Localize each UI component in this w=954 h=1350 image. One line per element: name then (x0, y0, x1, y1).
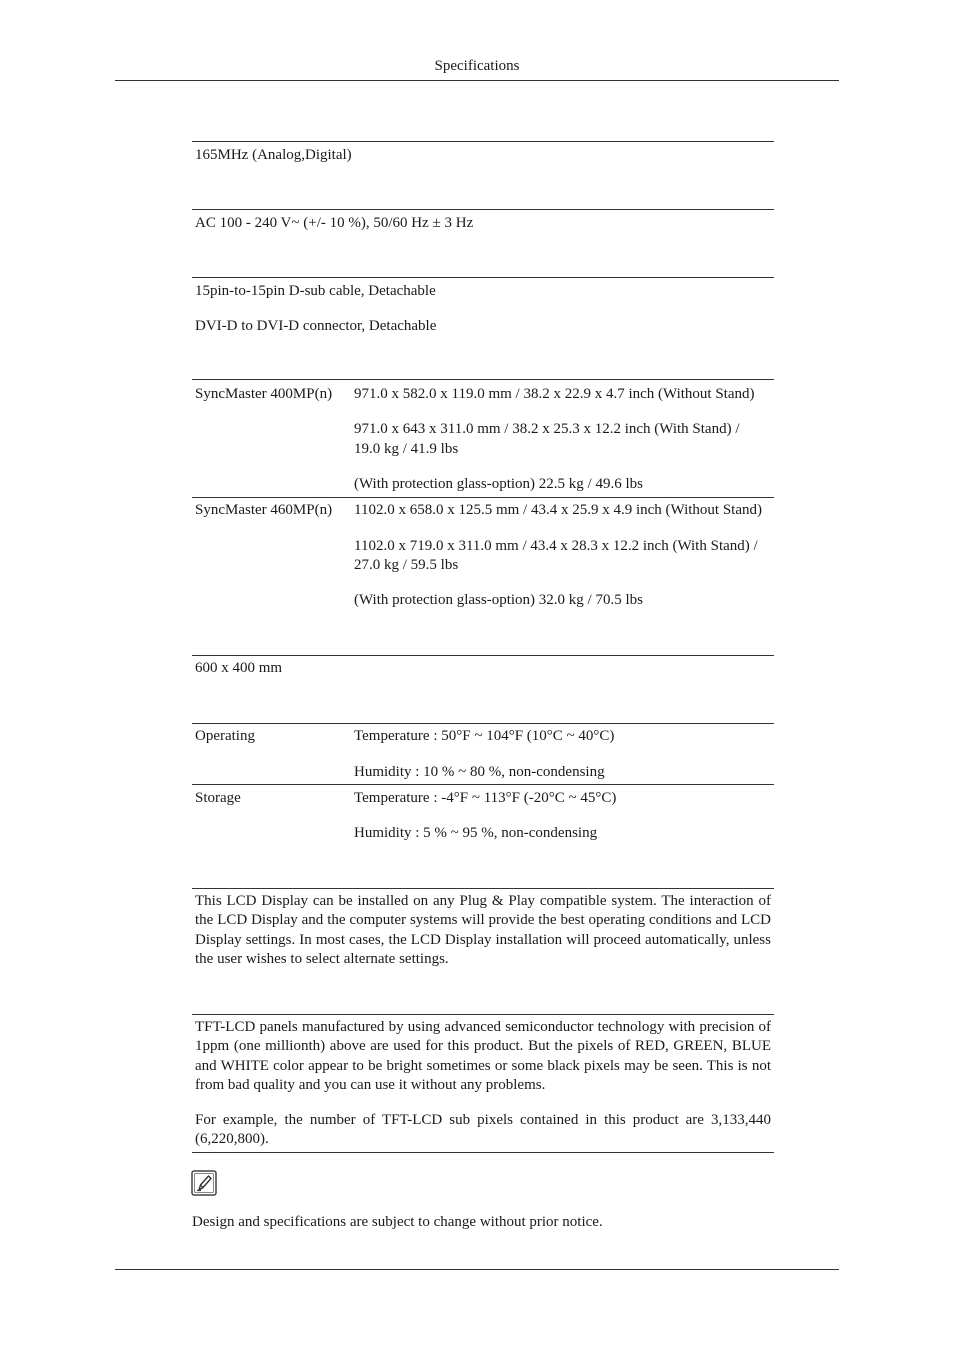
vesa-mounting-value: 600 x 400 mm (195, 660, 283, 676)
dimensions-400-without-stand: 971.0 x 582.0 x 119.0 mm / 38.2 x 22.9 x 4.7 inch (Without Stand) (354, 386, 755, 402)
dimensions-460-glass-option: (With protection glass-option) 32.0 kg / 70.5 lbs (354, 592, 643, 608)
environment-storage-label: Storage (195, 790, 241, 806)
pixel-clock-value: 165MHz (Analog,Digital) (195, 147, 352, 163)
footer-divider (115, 1269, 839, 1270)
section-divider (192, 141, 774, 142)
signal-cable-line-1: 15pin-to-15pin D-sub cable, Detachable (195, 283, 436, 299)
dimensions-model-460: SyncMaster 460MP(n) (195, 502, 333, 518)
section-divider (192, 209, 774, 210)
section-divider (192, 888, 774, 889)
power-supply-value: AC 100 - 240 V~ (+/- 10 %), 50/60 Hz ± 3 Hz (195, 215, 474, 231)
section-divider (192, 1152, 774, 1153)
environment-storage-humidity: Humidity : 5 % ~ 95 %, non-condensing (354, 825, 598, 841)
section-divider (192, 277, 774, 278)
page-header-title: Specifications (434, 58, 520, 74)
row-divider (192, 497, 774, 498)
signal-cable-line-2: DVI-D to DVI-D connector, Detachable (195, 318, 437, 334)
environment-operating-temperature: Temperature : 50°F ~ 104°F (10°C ~ 40°C) (354, 728, 615, 744)
dimensions-460-with-stand: 1102.0 x 719.0 x 311.0 mm / 43.4 x 28.3 x 12.2 inch (With Stand) / (354, 538, 758, 554)
environment-operating-humidity: Humidity : 10 % ~ 80 %, non-condensing (354, 764, 605, 780)
section-divider (192, 655, 774, 656)
dimensions-460-without-stand: 1102.0 x 658.0 x 125.5 mm / 43.4 x 25.9 x 4.9 inch (Without Stand) (354, 502, 762, 518)
dimensions-400-glass-option: (With protection glass-option) 22.5 kg / 49.6 lbs (354, 476, 643, 492)
header-divider (115, 80, 839, 81)
environment-storage-temperature: Temperature : -4°F ~ 113°F (-20°C ~ 45°C) (354, 790, 617, 806)
plug-and-play-text: This LCD Display can be installed on any Plug & Play compatible system. The interaction of the LCD Display and the computer systems will provide the best operating conditions and LCD Display settings. In most cases, the LCD Display installation will proceed automatically, unless the user wishes to select alternate settings. (195, 893, 771, 967)
dot-acceptable-text: TFT-LCD panels manufactured by using advanced semiconductor technology with precision of 1ppm (one millionth) above are used for this product. But the pixels of RED, GREEN, BLUE and WHITE color appear to be bright sometimes or some black pixels may be seen. This is not from bad quality and you can use it without any problems. (195, 1019, 771, 1093)
note-pencil-icon (191, 1170, 217, 1196)
section-divider (192, 723, 774, 724)
row-divider (192, 784, 774, 785)
sub-pixel-count-text: For example, the number of TFT-LCD sub pixels contained in this product are 3,133,440 (6,220,800). (195, 1112, 771, 1148)
environment-operating-label: Operating (195, 728, 255, 744)
dimensions-model-400: SyncMaster 400MP(n) (195, 386, 333, 402)
note-text: Design and specifications are subject to change without prior notice. (192, 1214, 603, 1230)
section-divider (192, 379, 774, 380)
dimensions-400-weight: 19.0 kg / 41.9 lbs (354, 441, 459, 457)
dimensions-400-with-stand: 971.0 x 643 x 311.0 mm / 38.2 x 25.3 x 12.2 inch (With Stand) / (354, 421, 740, 437)
dimensions-460-weight: 27.0 kg / 59.5 lbs (354, 557, 459, 573)
section-divider (192, 1014, 774, 1015)
